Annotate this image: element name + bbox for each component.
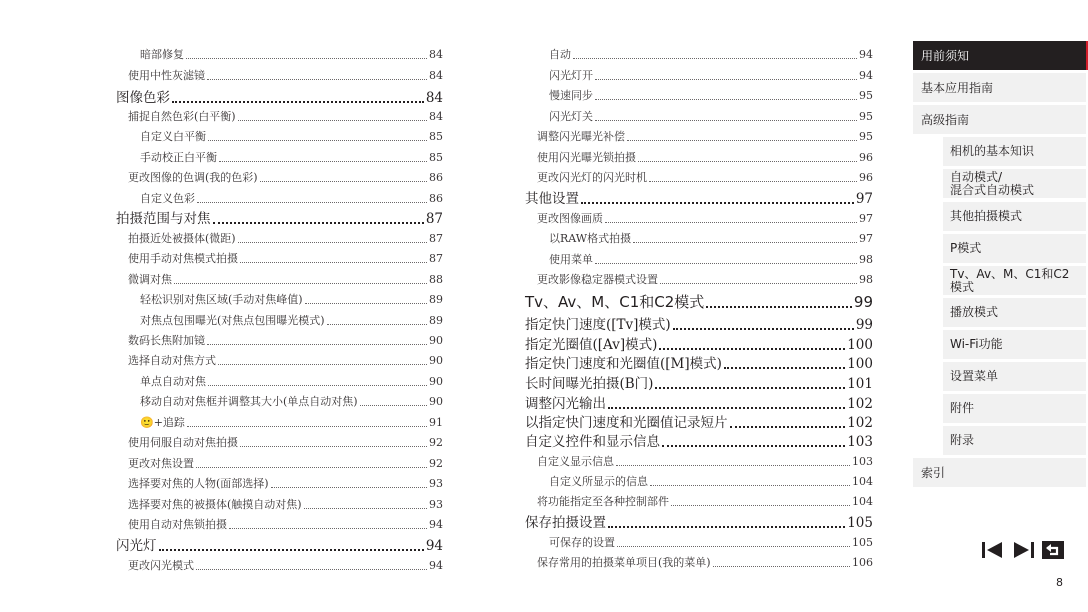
toc-entry[interactable] xyxy=(525,432,873,452)
dot-leader xyxy=(608,526,845,528)
dot-leader xyxy=(240,262,427,263)
dot-leader xyxy=(187,426,427,427)
sidebar-item[interactable] xyxy=(943,394,1086,423)
toc-entry-title: 图像色彩 xyxy=(116,90,170,106)
toc-entry-title: 自定义白平衡 xyxy=(140,130,206,143)
sidebar-item[interactable] xyxy=(943,330,1086,359)
toc-entry[interactable] xyxy=(140,191,443,207)
toc-entry-page: 94 xyxy=(429,559,443,572)
toc-entry-title: Tv、Av、M、C1和C2模式 xyxy=(525,293,705,311)
toc-entry-page: 84 xyxy=(429,48,443,61)
toc-entry-title: 使用闪光曝光锁拍摄 xyxy=(537,151,636,164)
sidebar-item[interactable] xyxy=(943,169,1086,198)
toc-entry[interactable] xyxy=(140,394,443,410)
toc-entry[interactable] xyxy=(537,211,873,227)
toc-entry[interactable] xyxy=(549,88,873,104)
toc-entry[interactable] xyxy=(537,170,873,186)
dot-leader xyxy=(595,263,857,264)
toc-entry-title: 自定义色彩 xyxy=(140,192,195,205)
toc-entry[interactable] xyxy=(140,374,443,390)
toc-entry-page: 93 xyxy=(429,498,443,511)
dot-leader xyxy=(260,181,427,182)
dot-leader xyxy=(605,222,857,223)
dot-leader xyxy=(208,385,427,386)
toc-entry-title: 使用自动对焦锁拍摄 xyxy=(128,518,227,531)
sidebar-item[interactable] xyxy=(913,105,1086,134)
dot-leader xyxy=(730,426,846,428)
dot-leader xyxy=(174,283,427,284)
toc-entry-page: 85 xyxy=(429,151,443,164)
dot-leader xyxy=(713,566,850,567)
toc-entry-page: 91 xyxy=(429,416,443,429)
toc-entry[interactable] xyxy=(525,374,873,394)
dot-leader xyxy=(627,140,857,141)
sidebar-item-label: 自动模式/ 混合式自动模式 xyxy=(950,169,1035,197)
toc-entry[interactable] xyxy=(549,474,873,490)
toc-entry-title: 更改图像的色调(我的色彩) xyxy=(128,171,258,184)
toc-entry[interactable] xyxy=(128,170,443,186)
toc-entry[interactable] xyxy=(140,415,443,431)
toc-entry[interactable] xyxy=(128,272,443,288)
toc-entry-title: 选择自动对焦方式 xyxy=(128,354,216,367)
toc-entry-page: 100 xyxy=(847,337,873,353)
sidebar-item[interactable] xyxy=(943,234,1086,263)
dot-leader xyxy=(595,99,857,100)
dot-leader xyxy=(608,407,845,409)
dot-leader xyxy=(207,79,427,80)
toc-entry-page: 97 xyxy=(859,212,873,225)
toc-entry-title: 微调对焦 xyxy=(128,273,172,286)
sidebar-item-label: 设置菜单 xyxy=(950,369,999,383)
toc-entry-page: 84 xyxy=(429,110,443,123)
toc-entry[interactable] xyxy=(140,129,443,145)
toc-entry-page: 88 xyxy=(429,273,443,286)
dot-leader xyxy=(595,120,857,121)
toc-entry-title: 对焦点包围曝光(对焦点包围曝光模式) xyxy=(140,314,325,327)
toc-entry-page: 105 xyxy=(847,515,873,531)
toc-entry[interactable] xyxy=(116,209,443,229)
toc-entry-page: 105 xyxy=(852,536,873,549)
toc-entry-page: 93 xyxy=(429,477,443,490)
toc-entry-page: 96 xyxy=(859,151,873,164)
toc-entry-title: 长时间曝光拍摄(B门) xyxy=(525,376,654,392)
toc-entry-page: 90 xyxy=(429,354,443,367)
sidebar-item-label: P模式 xyxy=(950,241,982,255)
dot-leader xyxy=(213,222,424,224)
toc-entry[interactable] xyxy=(128,476,443,492)
toc-entry[interactable] xyxy=(537,555,873,571)
dot-leader xyxy=(327,324,427,325)
dot-leader xyxy=(238,242,427,243)
toc-entry[interactable] xyxy=(549,535,873,551)
toc-entry-page: 89 xyxy=(429,293,443,306)
toc-entry-page: 92 xyxy=(429,436,443,449)
toc-entry[interactable] xyxy=(140,47,443,63)
toc-entry-title: 指定快门速度([Tv]模式) xyxy=(525,317,671,333)
page-number: 8 xyxy=(1056,576,1063,589)
toc-entry[interactable] xyxy=(140,313,443,329)
toc-entry-title: 选择要对焦的人物(面部选择) xyxy=(128,477,269,490)
toc-entry[interactable] xyxy=(537,272,873,288)
toc-entry-title: 拍摄范围与对焦 xyxy=(116,211,211,227)
dot-leader xyxy=(616,465,850,466)
toc-entry-page: 92 xyxy=(429,457,443,470)
toc-entry-title: 使用伺服自动对焦拍摄 xyxy=(128,436,238,449)
toc-entry-page: 101 xyxy=(847,376,873,392)
dot-leader xyxy=(671,505,850,506)
toc-entry-title: 指定光圈值([Av]模式) xyxy=(525,337,658,353)
toc-entry[interactable] xyxy=(116,88,443,108)
toc-entry[interactable] xyxy=(525,291,873,313)
toc-entry-page: 86 xyxy=(429,171,443,184)
toc-entry-page: 102 xyxy=(847,415,873,431)
toc-entry-page: 106 xyxy=(852,556,873,569)
dot-leader xyxy=(659,348,845,350)
toc-entry-page: 84 xyxy=(425,90,443,106)
dot-leader xyxy=(581,202,854,204)
toc-entry-title: 选择要对焦的被摄体(触摸自动对焦) xyxy=(128,498,302,511)
toc-entry[interactable] xyxy=(525,413,873,433)
toc-entry-page: 104 xyxy=(852,495,873,508)
toc-entry-page: 85 xyxy=(429,130,443,143)
toc-entry-page: 98 xyxy=(859,253,873,266)
toc-entry-title: 使用中性灰滤镜 xyxy=(128,69,205,82)
toc-entry-title: 以指定快门速度和光圈值记录短片 xyxy=(525,415,728,431)
toc-entry-page: 89 xyxy=(429,314,443,327)
toc-entry-title: 其他设置 xyxy=(525,191,579,207)
toc-entry-title: 将功能指定至各种控制部件 xyxy=(537,495,669,508)
dot-leader xyxy=(724,367,845,369)
dot-leader xyxy=(305,303,427,304)
toc-entry-title: 闪光灯关 xyxy=(549,110,593,123)
toc-entry[interactable] xyxy=(549,252,873,268)
toc-entry[interactable] xyxy=(116,536,443,556)
toc-entry-title: 暗部修复 xyxy=(140,48,184,61)
toc-entry[interactable] xyxy=(128,435,443,451)
toc-entry-title: 以RAW格式拍摄 xyxy=(549,232,632,245)
toc-entry-title: 保存常用的拍摄菜单项目(我的菜单) xyxy=(537,556,711,569)
sidebar-item-label: 其他拍摄模式 xyxy=(950,209,1023,223)
dot-leader xyxy=(304,508,427,509)
toc-entry[interactable] xyxy=(549,68,873,84)
toc-entry-title: 调整闪光输出 xyxy=(525,396,606,412)
toc-entry[interactable] xyxy=(525,315,873,335)
toc-entry-title: 使用菜单 xyxy=(549,253,593,266)
dot-leader xyxy=(660,283,857,284)
dot-leader xyxy=(706,306,852,308)
dot-leader xyxy=(617,546,850,547)
toc-entry-page: 100 xyxy=(847,356,873,372)
toc-entry[interactable] xyxy=(537,454,873,470)
toc-entry[interactable] xyxy=(128,68,443,84)
toc-entry-page: 99 xyxy=(853,293,873,311)
toc-entry-title: 移动自动对焦框并调整其大小(单点自动对焦) xyxy=(140,395,358,408)
dot-leader xyxy=(229,528,427,529)
toc-entry[interactable] xyxy=(128,497,443,513)
dot-leader xyxy=(360,405,427,406)
toc-entry[interactable] xyxy=(549,231,873,247)
toc-entry[interactable] xyxy=(128,353,443,369)
toc-entry[interactable] xyxy=(537,129,873,145)
toc-entry-title: 🙂+追踪 xyxy=(140,416,185,429)
sidebar-item[interactable] xyxy=(943,426,1086,455)
sidebar-item-label: 用前须知 xyxy=(921,49,970,63)
toc-entry-page: 90 xyxy=(429,375,443,388)
toc-entry-page: 94 xyxy=(429,518,443,531)
toc-entry-page: 103 xyxy=(847,434,873,450)
toc-entry-page: 97 xyxy=(855,191,873,207)
toc-entry-title: 轻松识别对焦区域(手动对焦峰值) xyxy=(140,293,303,306)
toc-entry-title: 可保存的设置 xyxy=(549,536,615,549)
toc-entry-page: 96 xyxy=(859,171,873,184)
toc-entry-page: 90 xyxy=(429,395,443,408)
sidebar-item-label: 基本应用指南 xyxy=(921,81,994,95)
toc-entry-page: 95 xyxy=(859,89,873,102)
sidebar-item[interactable] xyxy=(943,202,1086,231)
dot-leader xyxy=(218,364,427,365)
toc-entry-title: 更改影像稳定器模式设置 xyxy=(537,273,658,286)
toc-entry[interactable] xyxy=(549,109,873,125)
dot-leader xyxy=(197,202,427,203)
toc-entry-page: 87 xyxy=(429,232,443,245)
dot-leader xyxy=(208,140,427,141)
toc-entry-title: 数码长焦附加镜 xyxy=(128,334,205,347)
dot-leader xyxy=(271,487,427,488)
toc-entry-title: 自动 xyxy=(549,48,571,61)
dot-leader xyxy=(638,161,857,162)
toc-entry-title: 调整闪光曝光补偿 xyxy=(537,130,625,143)
toc-entry-page: 98 xyxy=(859,273,873,286)
toc-entry-title: 拍摄近处被摄体(微距) xyxy=(128,232,236,245)
sidebar-item[interactable] xyxy=(913,73,1086,102)
toc-entry[interactable] xyxy=(525,394,873,414)
toc-entry[interactable] xyxy=(537,150,873,166)
toc-entry-title: 更改闪光模式 xyxy=(128,559,194,572)
toc-entry[interactable] xyxy=(525,354,873,374)
dot-leader xyxy=(662,445,845,447)
toc-entry-page: 87 xyxy=(425,211,443,227)
toc-entry-title: 使用手动对焦模式拍摄 xyxy=(128,252,238,265)
sidebar-item-label: 附录 xyxy=(950,433,975,447)
toc-entry-title: 自定义所显示的信息 xyxy=(549,475,648,488)
toc-entry[interactable] xyxy=(128,456,443,472)
toc-entry[interactable] xyxy=(128,333,443,349)
toc-entry-title: 自定义显示信息 xyxy=(537,455,614,468)
toc-entry[interactable] xyxy=(128,558,443,574)
toc-entry-title: 手动校正白平衡 xyxy=(140,151,217,164)
prev-page-icon[interactable] xyxy=(982,540,1004,560)
sidebar-item-label: 附件 xyxy=(950,401,975,415)
toc-entry-page: 104 xyxy=(852,475,873,488)
toc-entry[interactable] xyxy=(525,189,873,209)
toc-entry[interactable] xyxy=(140,150,443,166)
dot-leader xyxy=(649,181,857,182)
sidebar-item[interactable] xyxy=(943,266,1086,295)
next-page-icon[interactable] xyxy=(1012,540,1034,560)
toc-entry[interactable] xyxy=(128,231,443,247)
dot-leader xyxy=(207,344,427,345)
dot-leader xyxy=(573,58,857,59)
toc-entry[interactable] xyxy=(537,494,873,510)
toc-entry-title: 慢速同步 xyxy=(549,89,593,102)
toc-entry-page: 97 xyxy=(859,232,873,245)
toc-entry[interactable] xyxy=(525,513,873,533)
sidebar-item-label: 高级指南 xyxy=(921,113,970,127)
dot-leader xyxy=(595,79,857,80)
toc-entry-title: 更改图像画质 xyxy=(537,212,603,225)
dot-leader xyxy=(219,161,427,162)
toc-entry-page: 87 xyxy=(429,252,443,265)
toc-entry-page: 99 xyxy=(855,317,873,333)
sidebar-item-label: Wi-Fi功能 xyxy=(950,337,1003,351)
dot-leader xyxy=(238,120,427,121)
toc-entry-title: 闪光灯开 xyxy=(549,69,593,82)
sidebar-item[interactable] xyxy=(913,458,1086,487)
dot-leader xyxy=(172,101,424,103)
toc-entry-title: 更改闪光灯的闪光时机 xyxy=(537,171,647,184)
toc-entry-page: 86 xyxy=(429,192,443,205)
sidebar-item-label: 播放模式 xyxy=(950,305,999,319)
dot-leader xyxy=(240,446,427,447)
toc-entry[interactable] xyxy=(525,335,873,355)
dot-leader xyxy=(673,328,854,330)
toc-entry-page: 90 xyxy=(429,334,443,347)
toc-entry-page: 94 xyxy=(859,69,873,82)
return-icon[interactable] xyxy=(1042,540,1064,560)
dot-leader xyxy=(196,467,427,468)
toc-entry-page: 95 xyxy=(859,110,873,123)
toc-entry-title: 指定快门速度和光圈值([M]模式) xyxy=(525,356,722,372)
toc-entry-page: 84 xyxy=(429,69,443,82)
sidebar-item[interactable] xyxy=(943,137,1086,166)
toc-entry-title: 更改对焦设置 xyxy=(128,457,194,470)
toc-entry-title: 捕捉自然色彩(白平衡) xyxy=(128,110,236,123)
page-navigation xyxy=(982,540,1064,560)
dot-leader xyxy=(196,569,427,570)
toc-entry[interactable] xyxy=(128,109,443,125)
toc-entry-page: 102 xyxy=(847,396,873,412)
sidebar-item-label: 索引 xyxy=(921,466,946,480)
dot-leader xyxy=(650,485,850,486)
toc-entry-page: 94 xyxy=(859,48,873,61)
dot-leader xyxy=(655,387,845,389)
sidebar-item-label: Tv、Av、M、C1和C2 模式 xyxy=(950,266,1070,294)
toc-entry-page: 103 xyxy=(852,455,873,468)
sidebar-item[interactable] xyxy=(943,362,1086,391)
sidebar-item[interactable] xyxy=(913,41,1086,70)
toc-entry-title: 自定义控件和显示信息 xyxy=(525,434,660,450)
toc-entry-title: 保存拍摄设置 xyxy=(525,515,606,531)
sidebar-item[interactable] xyxy=(943,298,1086,327)
toc-entry[interactable] xyxy=(128,517,443,533)
toc-entry[interactable] xyxy=(549,47,873,63)
toc-entry-page: 94 xyxy=(425,538,443,554)
toc-entry-title: 闪光灯 xyxy=(116,538,157,554)
toc-entry[interactable] xyxy=(140,292,443,308)
dot-leader xyxy=(633,242,857,243)
sidebar-item-label: 相机的基本知识 xyxy=(950,144,1035,158)
dot-leader xyxy=(159,549,424,551)
dot-leader xyxy=(186,58,427,59)
toc-entry-page: 95 xyxy=(859,130,873,143)
toc-entry[interactable] xyxy=(128,251,443,267)
toc-entry-title: 单点自动对焦 xyxy=(140,375,206,388)
